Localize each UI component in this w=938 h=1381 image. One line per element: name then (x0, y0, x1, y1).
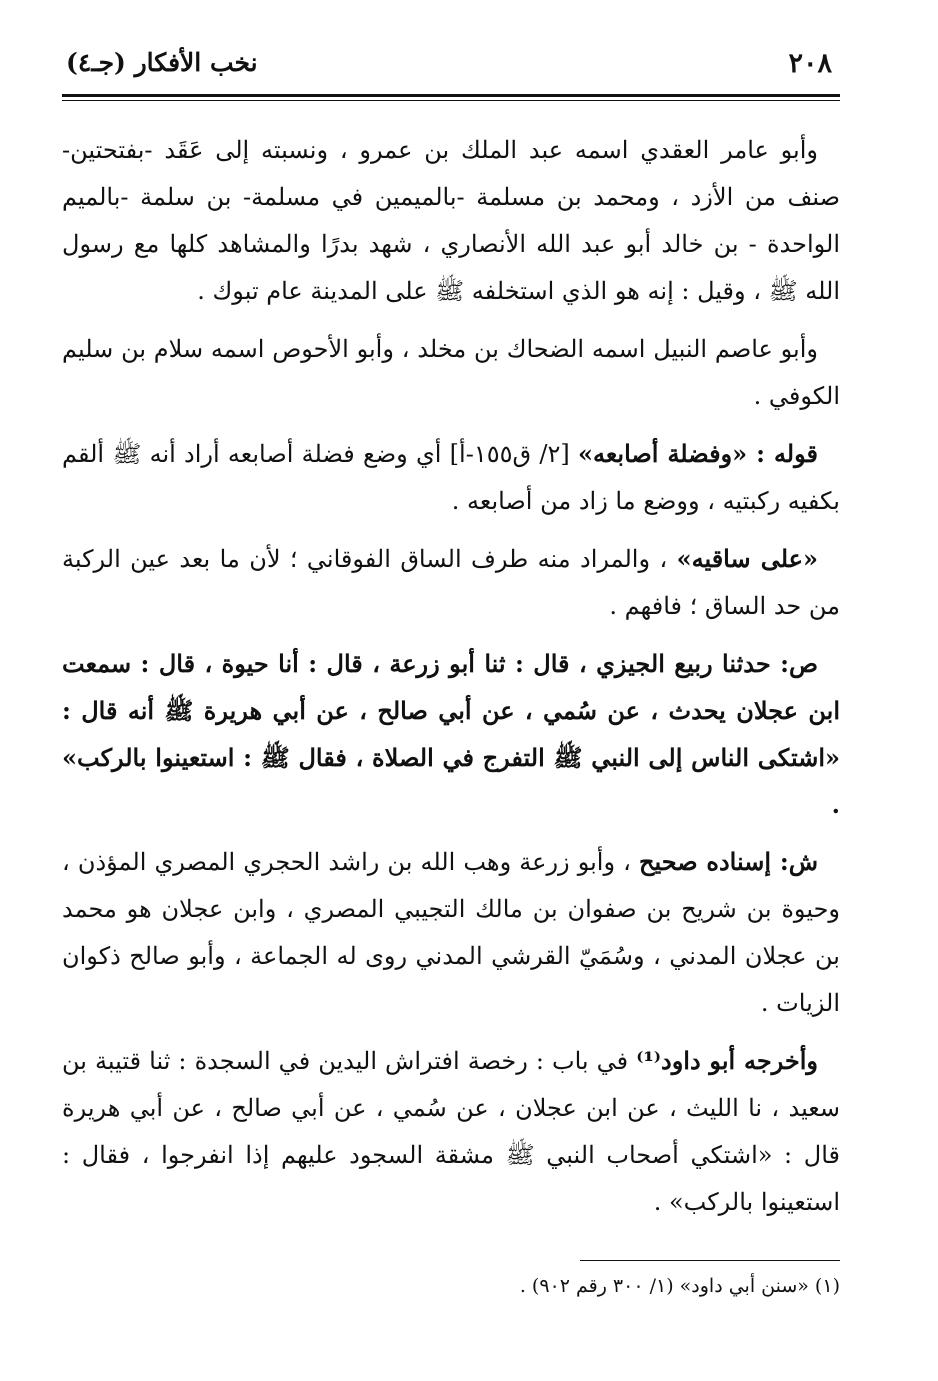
paragraph (62, 535, 840, 630)
page-number: ٢٠٨ (788, 48, 832, 79)
paragraph-text: وأبو عاصم النبيل اسمه الضحاك بن مخلد ، وأبو الأحوص اسمه سلام بن سليم الكوفي . (62, 335, 840, 410)
footnote: (١) «سنن أبي داود» (١/ ٣٠٠ رقم ٩٠٢) . (519, 1275, 840, 1297)
paragraph-text: ، وأبو زرعة وهب الله بن راشد الحجري المصري المؤذن ، وحيوة بن شريح بن صفوان بن مالك التجيبي المصري ، وابن عجلان هو محمد بن عجلان المدني ، وسُمَيّ القرشي المدني روى له الجماعة ، وأبو صالح ذكوان الزيات . (62, 848, 840, 1017)
paragraph-lead: «على ساقيه» (676, 544, 818, 573)
paragraph-lead: قوله : «وفضلة أصابعه» (577, 439, 818, 468)
paragraph (62, 325, 840, 420)
header-rule-thick (62, 94, 840, 97)
paragraph-text: ، والمراد منه طرف الساق الفوقاني ؛ لأن ما بعد عين الركبة من حد الساق ؛ فافهم . (62, 545, 840, 620)
page-body (62, 126, 840, 1236)
paragraph-text: ص: حدثنا ربيع الجيزي ، قال : ثنا أبو زرعة ، قال : أنا حيوة ، قال : سمعت ابن عجلان يحدث ، عن سُمي ، عن أبي صالح ، عن أبي هريرة ﷺ أنه قال : «اشتكى الناس إلى النبي ﷺ التفرج في الصلاة ، فقال ﷺ : استعينوا بالركب» . (62, 649, 840, 819)
paragraph-text: وأبو عامر العقدي اسمه عبد الملك بن عمرو ، ونسبته إلى عَقَد -بفتحتين-صنف من الأزد ، ومحمد بن مسلمة -بالميمين في مسلمة- بن سلمة -بالميم الواحدة - بن خالد أبو عبد الله الأنصاري ، شهد بدرًا والمشاهد كلها مع رسول الله ﷺ ، وقيل : إنه هو الذي استخلفه ﷺ على المدينة عام تبوك . (62, 136, 840, 305)
book-page (62, 40, 840, 1360)
paragraph (62, 838, 840, 1027)
hadith-paragraph (62, 640, 840, 828)
page-header (62, 40, 840, 92)
paragraph-lead: ش: إسناده صحيح (639, 847, 818, 876)
paragraph (62, 430, 840, 525)
footnote-separator (580, 1260, 840, 1261)
running-title: نخب الأفكار (جـ٤) (66, 48, 258, 77)
paragraph-text: [٢/ ق١٥٥-أ] أي وضع فضلة أصابعه أراد أنه ﷺ ألقم بكفيه ركبتيه ، ووضع ما زاد من أصابعه . (62, 440, 840, 515)
paragraph (62, 1037, 840, 1226)
paragraph-text: في باب : رخصة افتراش اليدين في السجدة : ثنا قتيبة بن سعيد ، نا الليث ، عن ابن عجلان ، عن سُمي ، عن أبي صالح ، عن أبي هريرة قال : «اشتكي أصحاب النبي ﷺ مشقة السجود عليهم إذا انفرجوا ، فقال : استعينوا بالركب» . (62, 1047, 840, 1216)
paragraph (62, 126, 840, 315)
paragraph-lead: وأخرجه أبو داود⁽¹⁾ (636, 1046, 818, 1075)
header-rule-thin (62, 100, 840, 101)
